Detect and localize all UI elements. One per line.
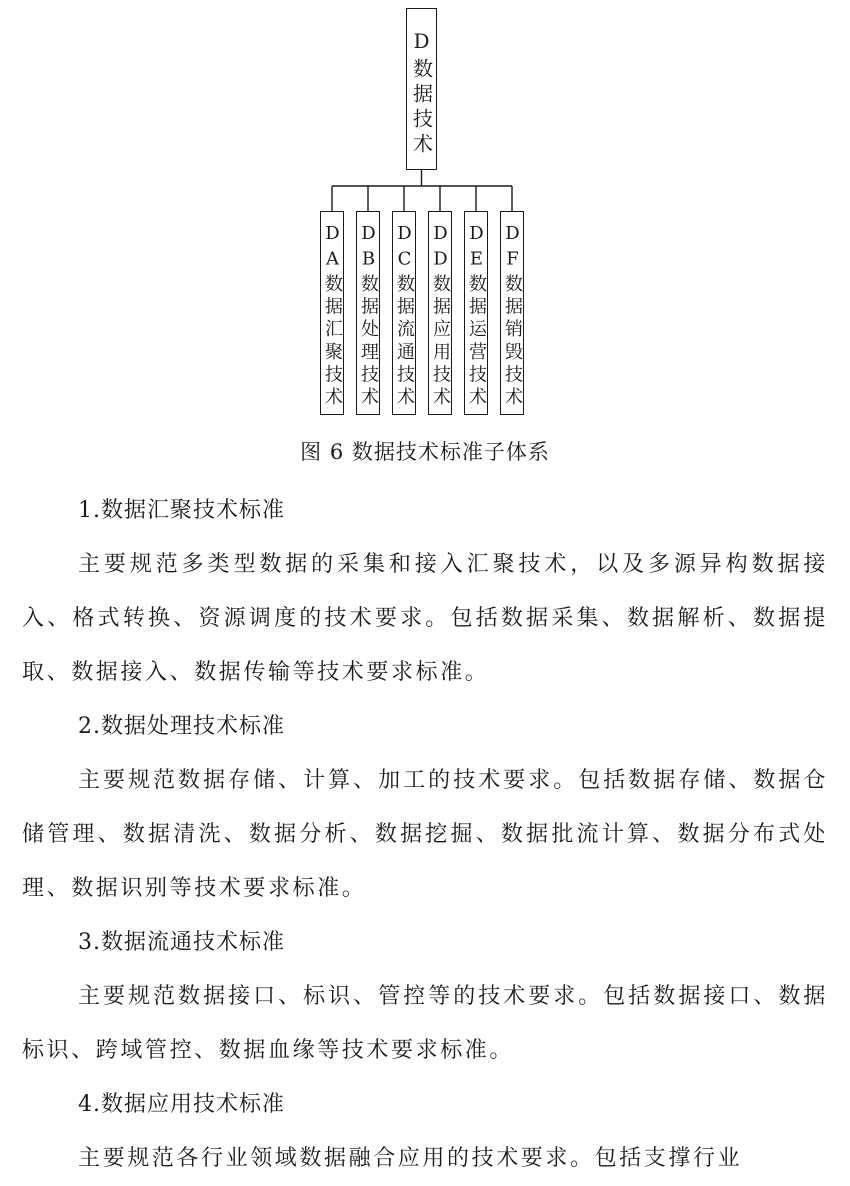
child-node-df: [500, 211, 524, 415]
child-node-label: 数据应用技术: [430, 273, 451, 410]
section-paragraph: 主要规范数据存储、计算、加工的技术要求。包括数据存储、数据仓储管理、数据清洗、数据分析、数据挖掘、数据批流计算、数据分布式处理、数据识别等技术要求标准。: [22, 768, 828, 901]
section-heading: 1.数据汇聚技术标准: [78, 498, 285, 523]
child-node-label: 数据处理技术: [358, 273, 379, 410]
child-node-db: [356, 211, 380, 415]
child-node-da: [320, 211, 344, 415]
child-node-dd: [428, 211, 452, 415]
section-paragraph: 主要规范数据接口、标识、管控等的技术要求。包括数据接口、数据标识、跨域管控、数据血缘等技术要求标准。: [22, 984, 828, 1063]
document-body: [22, 484, 828, 1186]
root-node-code: D: [409, 28, 434, 58]
child-node-de: [464, 211, 488, 415]
child-node-code: DC: [394, 222, 415, 274]
child-node-code: DB: [358, 222, 379, 274]
figure-caption: 图 6 数据技术标准子体系: [300, 440, 550, 464]
child-node-label: 数据运营技术: [466, 273, 487, 410]
section-paragraph: 主要规范各行业领域数据融合应用的技术要求。包括支撑行业: [78, 1146, 743, 1171]
child-node-code: DE: [466, 222, 487, 274]
tree-diagram: [0, 0, 850, 430]
child-node-code: DF: [502, 222, 523, 274]
child-node-label: 数据流通技术: [394, 273, 415, 410]
section-paragraph: 主要规范多类型数据的采集和接入汇聚技术，以及多源异构数据接入、格式转换、资源调度的技术要求。包括数据采集、数据解析、数据提取、数据接入、数据传输等技术要求标准。: [22, 552, 828, 685]
child-node-code: DA: [322, 222, 343, 274]
child-node-label: 数据销毁技术: [502, 273, 523, 410]
child-node-dc: [392, 211, 416, 415]
section-heading: 2.数据处理技术标准: [78, 714, 285, 739]
child-node-label: 数据汇聚技术: [322, 273, 343, 410]
root-node-label: 数据技术: [409, 57, 434, 158]
child-node-code: DD: [430, 222, 451, 274]
root-node-box: [406, 8, 437, 170]
section-heading: 3.数据流通技术标准: [78, 930, 285, 955]
section-heading: 4.数据应用技术标准: [78, 1092, 285, 1117]
